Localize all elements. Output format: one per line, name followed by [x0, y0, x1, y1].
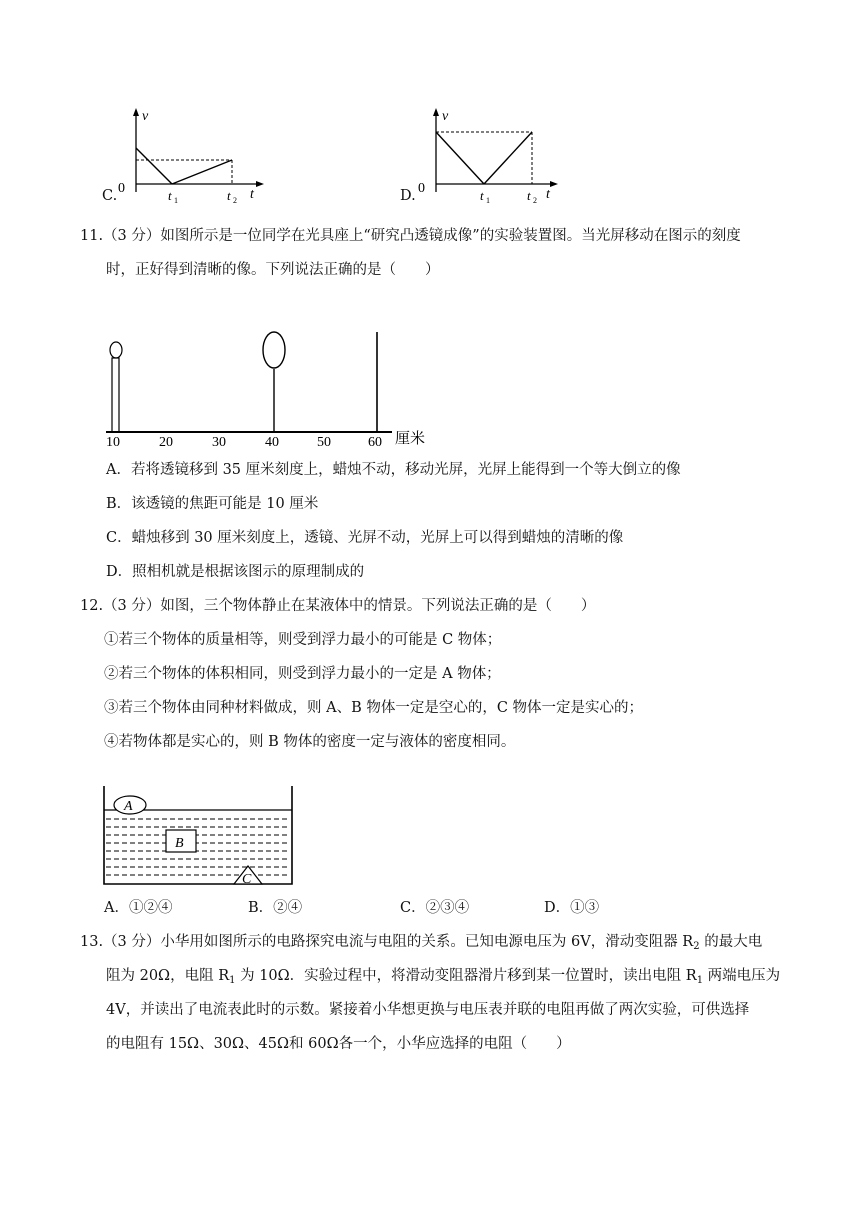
q13-line2: 阻为 20Ω，电阻 $R_1$ 为 10Ω．实验过程中，将滑动变阻器滑片移到某一位置时，读出电阻 $R_1$ 两端电压为	[106, 968, 781, 986]
svg-text:10: 10	[106, 435, 120, 450]
svg-text:t: t	[168, 188, 172, 203]
q12-option-b: B．②④	[248, 900, 303, 916]
q12-option-c: C．②③④	[400, 900, 470, 916]
svg-text:60: 60	[368, 435, 382, 450]
q11-option-c: C．蜡烛移到 30 厘米刻度上，透镜、光屏不动，光屏上可以得到蜡烛的清晰的像	[106, 530, 624, 546]
svg-text:2: 2	[533, 196, 537, 205]
lens-icon	[263, 332, 285, 368]
svg-text:t: t	[480, 188, 484, 203]
svg-text:30: 30	[212, 435, 226, 450]
q10c-origin: 0	[118, 181, 125, 196]
svg-text:t: t	[527, 188, 531, 203]
candle-icon	[112, 358, 119, 432]
q10d-origin: 0	[418, 181, 425, 196]
svg-text:20: 20	[159, 435, 173, 450]
q11-stem-line2: 时，正好得到清晰的像。下列说法正确的是（ ）	[106, 262, 440, 278]
q10d-axis-v: v	[442, 109, 449, 124]
q12-statement-2: ②若三个物体的体积相同，则受到浮力最小的一定是 A 物体；	[104, 666, 501, 682]
q10-graph-c	[110, 104, 270, 204]
svg-text:厘米: 厘米	[395, 431, 426, 447]
q10c-axis-v: v	[142, 109, 149, 124]
svg-text:t: t	[227, 188, 231, 203]
q10-option-d-label: D.	[400, 188, 416, 204]
q12-stem: 12.（3 分）如图，三个物体静止在某液体中的情景。下列说法正确的是（ ）	[80, 598, 596, 614]
q11-optical-bench	[100, 316, 426, 450]
svg-text:40: 40	[265, 435, 279, 450]
svg-text:A: A	[124, 799, 133, 814]
q12-liquid-container	[98, 786, 298, 890]
svg-text:C: C	[242, 872, 252, 887]
q13-line1: 13.（3 分）小华用如图所示的电路探究电流与电阻的关系。已知电源电压为 6V，滑动变阻器 $R_2$ 的最大电	[80, 934, 763, 952]
svg-text:1: 1	[174, 196, 178, 205]
svg-text:50: 50	[317, 435, 331, 450]
q12-option-d: D．①③	[544, 900, 600, 916]
q10-graph-d	[410, 104, 570, 204]
q13-line4: 的电阻有 15Ω、30Ω、45Ω和 60Ω各一个，小华应选择的电阻（ ）	[106, 1036, 571, 1052]
q10c-axis-t: t	[250, 187, 254, 202]
q11-stem-line1: 11.（3 分）如图所示是一位同学在光具座上“研究凸透镜成像”的实验装置图。当光屏移动在图示的刻度	[80, 228, 741, 244]
q12-option-a: A．①②④	[104, 900, 173, 916]
svg-text:1: 1	[486, 196, 490, 205]
q11-option-b: B．该透镜的焦距可能是 10 厘米	[106, 496, 319, 512]
q12-statement-4: ④若物体都是实心的，则 B 物体的密度一定与液体的密度相同。	[104, 734, 516, 750]
svg-text:B: B	[175, 836, 184, 851]
q11-option-a: A．若将透镜移到 35 厘米刻度上，蜡烛不动，移动光屏，光屏上能得到一个等大倒立的像	[106, 462, 681, 478]
q11-option-d: D．照相机就是根据该图示的原理制成的	[106, 564, 365, 580]
q12-statement-3: ③若三个物体由同种材料做成，则 A、B 物体一定是空心的，C 物体一定是实心的；	[104, 700, 644, 716]
q12-statement-1: ①若三个物体的质量相等，则受到浮力最小的可能是 C 物体；	[104, 632, 502, 648]
candle-flame-icon	[110, 342, 122, 358]
q13-line3: 4V，并读出了电流表此时的示数。紧接着小华想更换与电压表并联的电阻再做了两次实验，可供选择	[106, 1002, 750, 1018]
q10d-axis-t: t	[546, 187, 550, 202]
svg-text:2: 2	[233, 196, 237, 205]
q10-option-c-label: C.	[102, 188, 118, 204]
